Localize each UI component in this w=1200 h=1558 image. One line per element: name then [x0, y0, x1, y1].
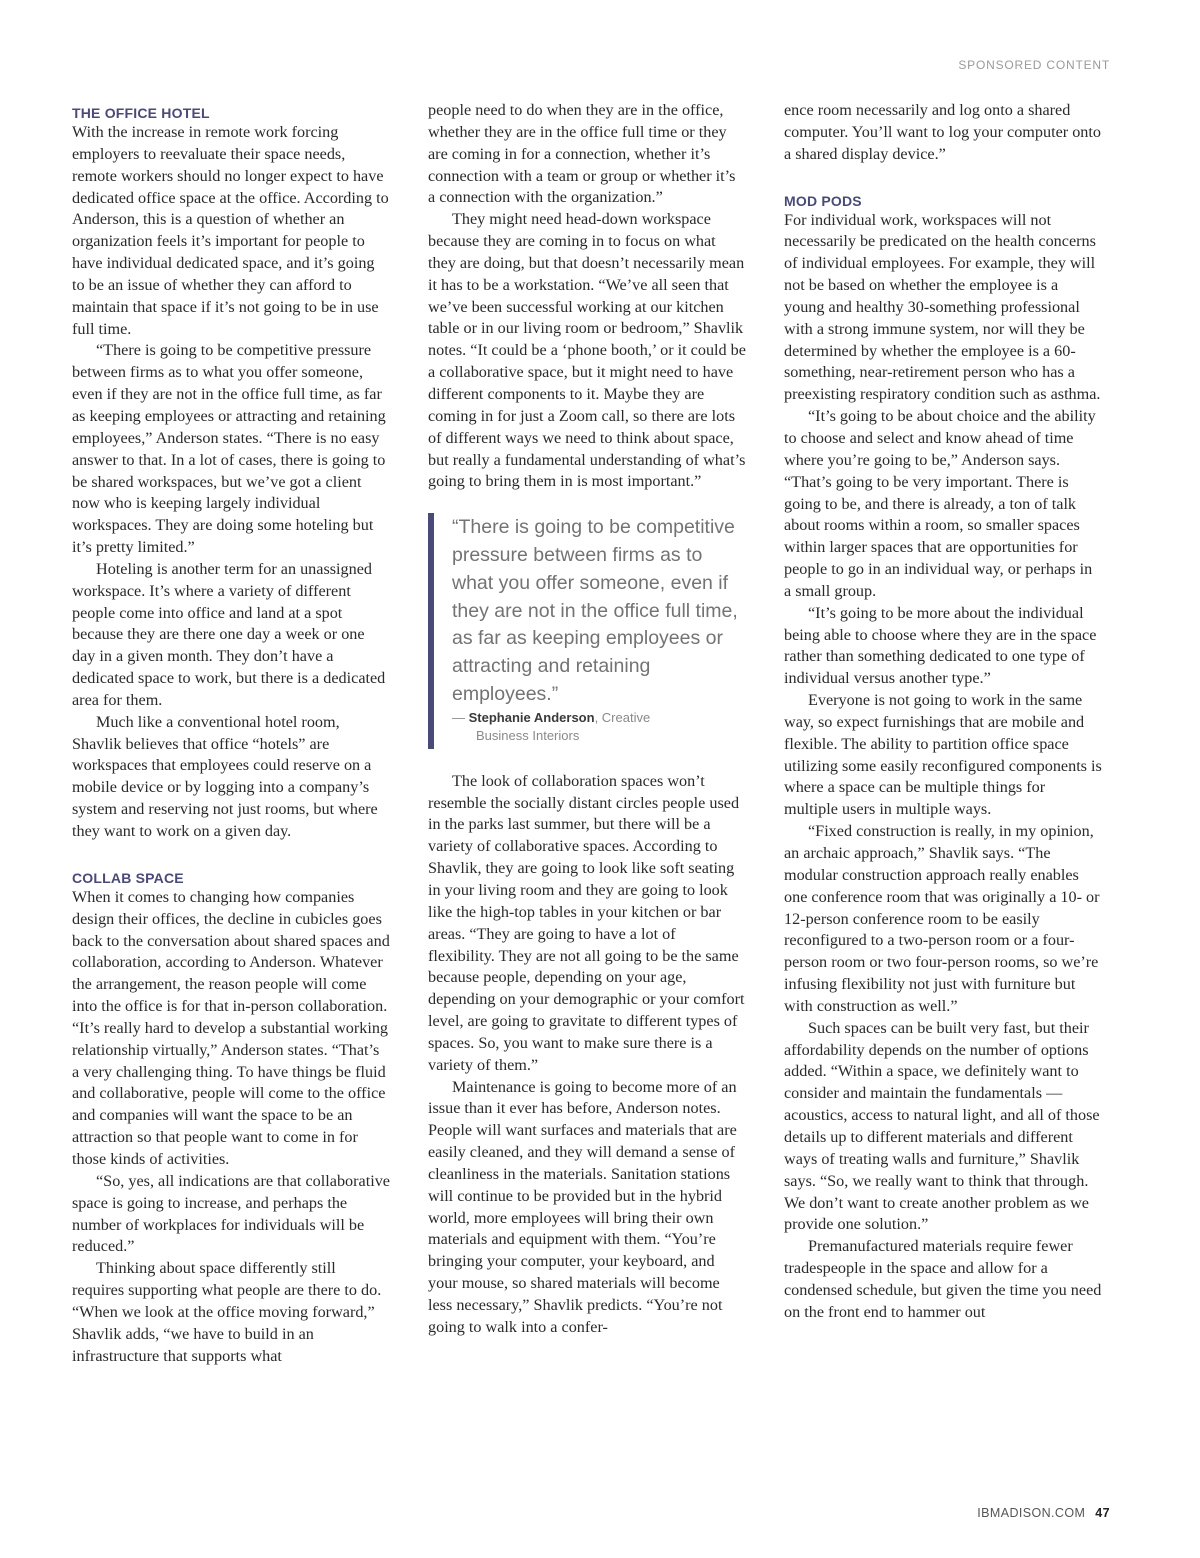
paragraph: Maintenance is going to become more of an issue than it ever has before, Anderson notes. People will want surfaces and materials that are easily cleaned, and they will demand a sense of cleanliness in the materials. Sanitation stations will continue to be provided but in the hybrid world, more employees will bring their own materials and equipment with them. “You’re bringing your computer, your keyboard, and your mouse, so shared materials will become less necessary,” Shavlik predicts. “You’re not going to walk into a confer-	[428, 1077, 737, 1336]
paragraph: people need to do when they are in the office, whether they are in the office full time or they are coming in for a connection, whether it’s connection with a team or group or whether it’s a connection with the organization.”	[428, 101, 736, 207]
paragraph: The look of collaboration spaces won’t resemble the socially distant circles people used in the parks last summer, but there will be a variety of collaborative spaces. According to Shavlik, they are going to look like soft seating in your living room and they are going to look like the high-top tables in your kitchen or bar areas. “They are going to have a lot of flexibility. They are not all going to be the same because people, depending on your age, depending on your demographic or your comfort level, are going to gravitate to different types of spaces. So, you want to make sure there is a variety of them.”	[428, 771, 745, 1074]
paragraph: “There is going to be competitive pressure between firms as to what you offer someone, even if they are not in the office full time, as far as keeping employees or attracting and retaining employees,” Anderson states. “There is no easy answer to that. In a lot of cases, there is going to be shared workspaces, but we’ve got a client now who is keeping largely individual workspaces. They are doing some hoteling but it’s pretty limited.”	[72, 341, 386, 557]
footer-site: IBMADISON.COM	[977, 1506, 1086, 1520]
paragraph: When it comes to changing how companies design their offices, the decline in cubicles goes back to the conversation about shared spaces and collaboration, according to Anderson. Whatever the arrangement, the reason people will come into the office is for that in-person collaboration. “It’s really hard to develop a substantial working relationship virtually,” Anderson states. “That’s a very challenging thing. To have things be fluid and collaborative, people will come to the office and companies will want the space to be an attraction so that people want to come in for those kinds of activities.	[72, 887, 390, 1168]
paragraph: Such spaces can be built very fast, but their affordability depends on the number of options added. “Within a space, we definitely want to consider and maintain the fundamentals — acoustics, access to natural light, and all of those details up to different materials and different ways of treating walls and furniture,” Shavlik says. “So, we really want to think that through. We don’t want to create another problem as we provide one solution.”	[784, 1018, 1100, 1234]
column-right	[784, 100, 1102, 1324]
column-middle	[428, 100, 746, 1339]
column-left	[72, 100, 390, 1367]
attribution-org: , Creative	[594, 709, 651, 725]
pull-quote-attribution	[452, 709, 746, 745]
paragraph: They might need head-down workspace because they are coming in to focus on what they are doing, but that doesn’t necessarily mean it has to be a workstation. “We’ve all seen that we’ve been successful working at our kitchen table or in our living room or bedroom,” Shavlik notes. “It could be a ‘phone booth,’ or it could be a collaborative space, but it might need to have different components to it. Maybe they are coming in for just a Zoom call, so there are lots of different ways we need to think about space, but really a fundamental understanding of what’s going to bring them in is most important.”	[428, 210, 746, 491]
paragraph: Much like a conventional hotel room, Shavlik believes that office “hotels” are workspaces that employees could reserve on a mobile device or by logging into a company’s system and reserving not just rooms, but where they want to work on a given day.	[72, 712, 378, 840]
paragraph: Thinking about space differently still requires supporting what people are there to do. “When we look at the office moving forward,” Shavlik adds, “we have to build in an infrastructure that supports what	[72, 1259, 382, 1365]
page-footer	[977, 1506, 1110, 1520]
sponsored-content-label: SPONSORED CONTENT	[958, 58, 1110, 72]
attribution-dash: —	[452, 709, 469, 725]
paragraph: Everyone is not going to work in the same way, so expect furnishings that are mobile and flexible. The ability to partition office space utilizing some easily reconfigured components is where a space can be multiple things for multiple users in multiple ways.	[784, 691, 1102, 819]
paragraph: “It’s going to be about choice and the ability to choose and select and know ahead of time where you’re going to be,” Anderson says. “That’s going to be very important. There is going to be, and there is already, a ton of talk about rooms within a room, so smaller spaces within larger spaces that are opportunities for people to go in an individual way, or perhaps in a small group.	[784, 407, 1096, 600]
paragraph: “Fixed construction is really, in my opinion, an archaic approach,” Shavlik says. “The modular construction approach really enables one conference room that was originally a 10- or 12-person conference room to be easily reconfigured to a two-person room or a four-person room or two four-person rooms, so we’re infusing flexibility not just with furniture but with construction as well.”	[784, 822, 1100, 1015]
paragraph: Premanufactured materials require fewer tradespeople in the space and allow for a condensed schedule, but given the time you need on the front end to hammer out	[784, 1237, 1102, 1321]
attribution-org-line2: Business Interiors	[476, 727, 580, 743]
paragraph: ence room necessarily and log onto a shared computer. You’ll want to log your computer onto a shared display device.”	[784, 101, 1101, 163]
paragraph: Hoteling is another term for an unassigned workspace. It’s where a variety of different people come into office and land at a spot because they are there one day a week or one day in a given month. They don’t have a dedicated space to work, but there is a dedicated area for them.	[72, 559, 386, 709]
pull-quote-text: “There is going to be competitive pressure between firms as to what you offer someone, even if they are not in the office full time, as far as keeping employees or attracting and retaining employees.”	[452, 516, 738, 705]
section-heading-collab-space: COLLAB SPACE	[72, 869, 184, 886]
attribution-name: Stephanie Anderson	[468, 709, 595, 725]
section-heading-office-hotel: THE OFFICE HOTEL	[72, 105, 210, 121]
paragraph: With the increase in remote work forcing employers to reevaluate their space needs, remote workers should no longer expect to have dedicated office space at the office. According to Anderson, this is a question of whether an organization feels it’s important for people to have individual dedicated space, and it’s going to be an issue of whether they can afford to maintain that space if it’s not going to be in use full time.	[72, 123, 389, 338]
paragraph: “It’s going to be more about the individual being able to choose where they are in the space rather than something dedicated to one type of individual versus another type.”	[784, 603, 1097, 688]
section-heading-mod-pods: MOD PODS	[784, 192, 862, 209]
pull-quote	[428, 513, 746, 749]
page-number: 47	[1095, 1506, 1110, 1520]
paragraph: For individual work, workspaces will not necessarily be predicated on the health concerns of individual employees. For example, they will not be based on whether the employee is a young and healthy 30-something professional with a strong immune system, nor will they be determined by whether the employee is a 60-something, near-retirement person who has a preexisting respiratory condition such as asthma.	[784, 210, 1101, 404]
paragraph: “So, yes, all indications are that collaborative space is going to increase, and perhaps the number of workplaces for individuals will be reduced.”	[72, 1171, 390, 1256]
